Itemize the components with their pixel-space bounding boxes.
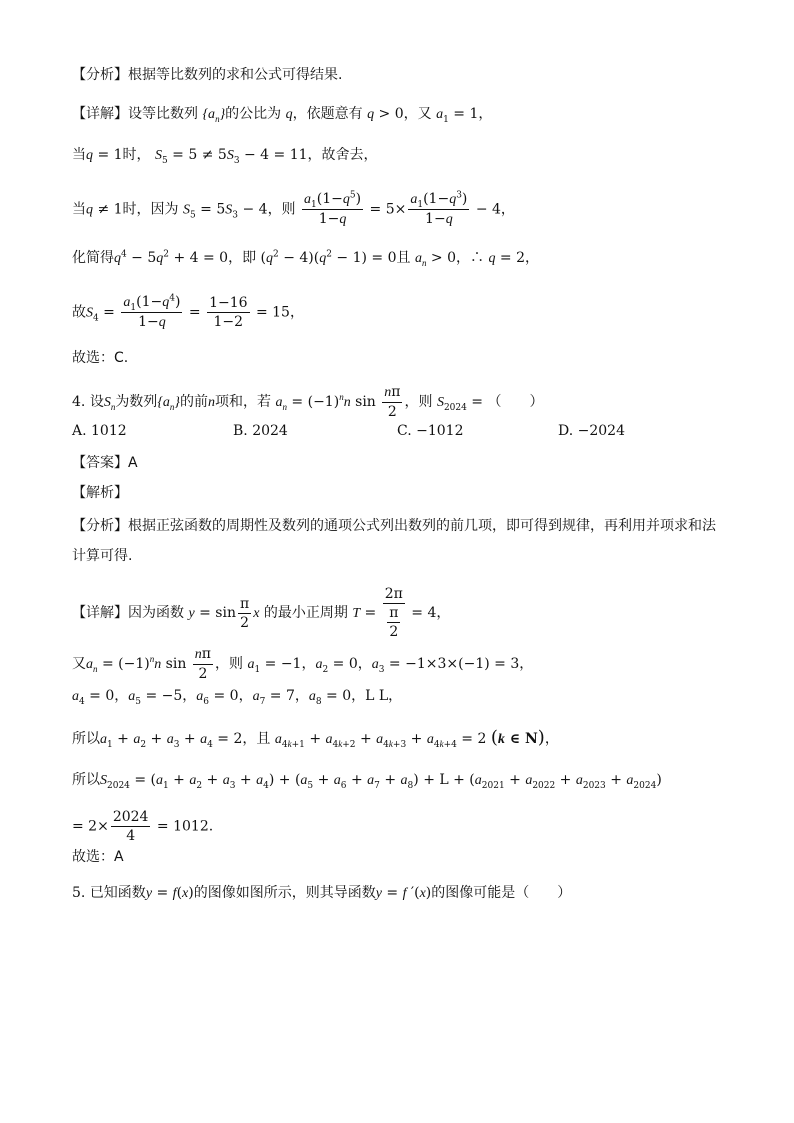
answer-q4 xyxy=(72,453,138,473)
detail-line-2: 当q = 1时， $S_5 = 5 \ne 5S_3 - 4 = 11$，故舍去， xyxy=(72,147,378,166)
detail-q4-line-4: 所以$a_1 + a_2 + a_3 + a_4 = 2$，且 $a_{4k+1} + a_{4k+2} + a_{4k+3} + a_{4k+4} = 2$ (k ∈ N)， xyxy=(72,727,559,750)
option-d: D. −2024 xyxy=(558,423,625,439)
detail-q4-line-6: = 2× $\frac{2024}{4}$ = 1012. xyxy=(72,809,214,844)
detail-q4-line-5: 所以$S_{2024} = (a_1 + a_2 + a_3 + a_4) + (a_5 + a_6 + a_7 + a_8) + L + (a_{2021} + a_{2022} + a_{2023} + a_{2024})$ xyxy=(72,772,662,791)
detail-line-1: 【详解】设等比数列 $\{a_n\}$的公比为 q，依题意有 q > 0，又 $a_1 = 1$， xyxy=(72,106,493,125)
detail-q4-line-2: 又$a_n = (-1)^nn$ sin $\frac{n\pi}{2}$ ，则 $a_1 = -1$，$a_2 = 0$，$a_3 = -1\times 3\times(-1) = 3$， xyxy=(72,646,534,682)
option-b: B. 2024 xyxy=(233,423,288,439)
detail-line-4: 化简得$q^4 - 5q^2 + 4 = 0$，即 $(q^2 - 4)(q^2 - 1) = 0$且 $a_n > 0$，∴ q = 2， xyxy=(72,249,539,268)
option-c: C. −1012 xyxy=(397,423,464,439)
detail-q4-line-3: $a_4 = 0$，$a_5 = -5$，$a_6 = 0$，$a_7 = 7$，$a_8 = 0$，L L， xyxy=(72,688,403,707)
analysis-text: 根据等比数列的求和公式可得结果. xyxy=(128,67,343,83)
answer-label: 【答案】 xyxy=(72,455,128,471)
detail-q4-line-1: 【详解】因为函数 y = sin $\frac{\pi}{2}$ x 的最小正周期 T = $\frac{2\pi}{\frac{\pi}{2}}$ = 4， xyxy=(72,586,451,640)
analysis-line-q3 xyxy=(72,65,342,85)
choice-q4: 故选：A xyxy=(72,849,124,865)
explain-label: 【解析】 xyxy=(72,485,128,501)
analysis-label: 【分析】 xyxy=(72,67,128,83)
option-a: A. 1012 xyxy=(72,423,127,439)
detail-line-3: 当q ≠ 1时，因为 $S_5 = 5S_3 - 4$，则 $\frac{a_1(1-q^5)}{1-q}$ = 5× $\frac{a_1(1-q^3)}{1-q}$ − 4， xyxy=(72,190,515,227)
question-5-stem: 5. 已知函数y = f(x)的图像如图所示，则其导函数y = f ′(x)的图像可能是（ ） xyxy=(72,885,572,901)
analysis-line-q4: 【分析】根据正弦函数的周期性及数列的通项公式列出数列的前几项，即可得到规律，再利用并项求和法 xyxy=(72,518,716,534)
answer-value: A xyxy=(128,455,138,471)
detail-label: 【详解】 xyxy=(72,106,128,122)
detail-line-5: 故$S_4$ = $\frac{a_1(1-q^4)}{1-q}$ = $\frac{1-16}{1-2}$ = 15， xyxy=(72,293,304,330)
choice-q3: 故选：C. xyxy=(72,350,129,366)
analysis-line-q4-cont: 计算可得. xyxy=(72,548,133,564)
question-4-stem: 4. 设$S_n$为数列$\{a_n\}$的前n项和，若 $a_n = (-1)^nn$ sin $\frac{n\pi}{2}$ ，则 $S_{2024}$ = （ ） xyxy=(72,384,544,420)
